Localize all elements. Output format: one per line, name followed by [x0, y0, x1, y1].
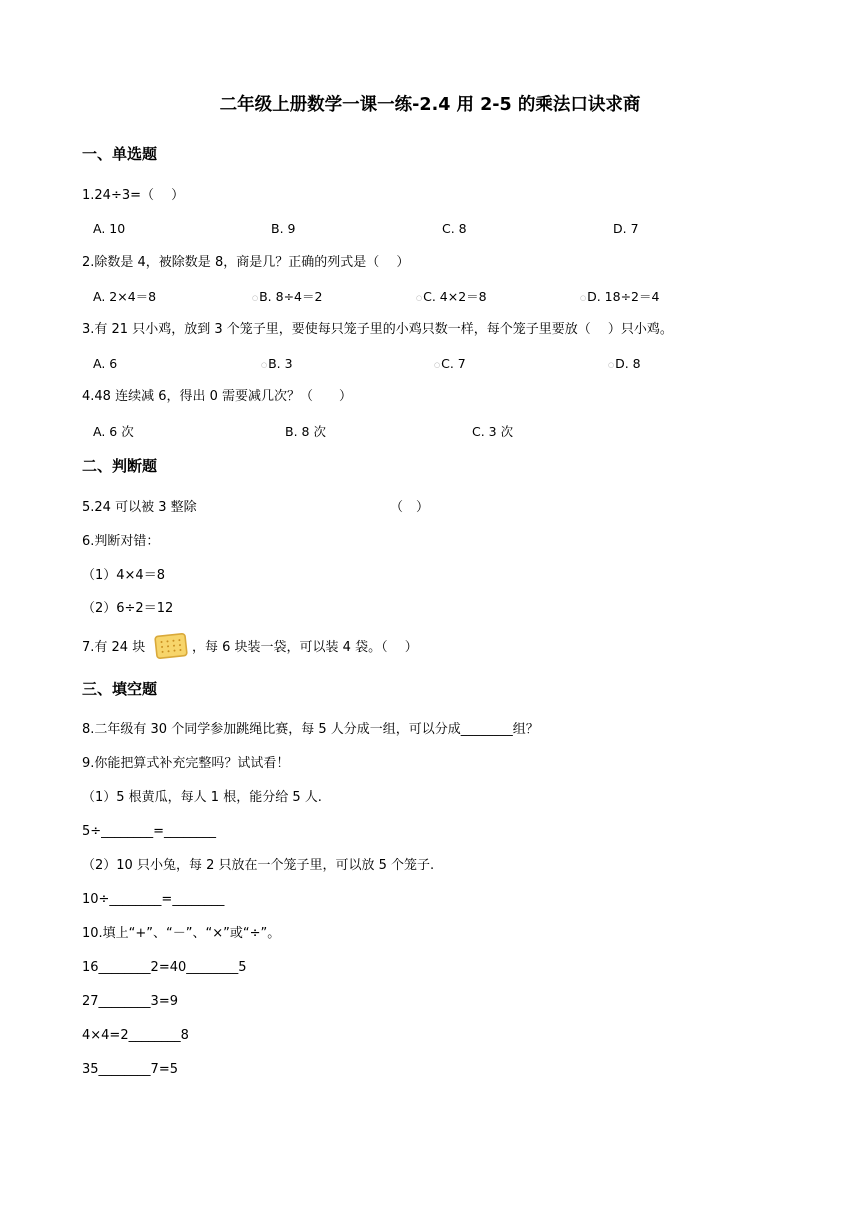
radio-dot-icon: ○ — [580, 293, 587, 302]
radio-dot-icon: ○ — [434, 360, 441, 369]
q4-option-c: C. 3 次 — [472, 424, 514, 439]
question-8-stem: 8.二年级有 30 个同学参加跳绳比赛，每 5 人分成一组，可以分成________组？ — [82, 722, 539, 737]
q2-option-a: A. 2×4＝8 — [93, 289, 157, 304]
question-2-stem: 2.除数是 4，被除数是 8，商是几？正确的列式是（ ） — [82, 255, 410, 270]
question-9-part-1: （1）5 根黄瓜，每人 1 根，能分给 5 人. — [82, 790, 322, 805]
question-10-line-1: 16________2=40________5 — [82, 960, 247, 975]
q1-option-c: C. 8 — [442, 221, 467, 236]
radio-dot-icon: ○ — [252, 293, 259, 302]
question-10-line-3: 4×4=2________8 — [82, 1028, 189, 1043]
question-1-stem: 1.24÷3=（ ） — [82, 188, 185, 203]
q3-option-c: ○C. 7 — [434, 356, 466, 371]
radio-dot-icon: ○ — [261, 360, 268, 369]
section-heading-multiple-choice: 一、单选题 — [82, 145, 158, 163]
q3-option-d: ○D. 8 — [608, 356, 641, 371]
section-heading-fill-blank: 三、填空题 — [82, 680, 158, 698]
question-10-line-2: 27________3=9 — [82, 994, 178, 1009]
question-7-suffix: ，每 6 块装一袋，可以装 4 袋。（ ） — [192, 640, 418, 655]
question-5-stem: 5.24 可以被 3 整除 — [82, 500, 197, 515]
radio-dot-icon: ○ — [608, 360, 615, 369]
q1-option-d: D. 7 — [613, 221, 639, 236]
page-title: 二年级上册数学一课一练-2.4 用 2-5 的乘法口诀求商 — [219, 95, 641, 115]
q2-option-d: ○D. 18÷2＝4 — [580, 289, 660, 304]
question-9-equation-1: 5÷________=________ — [82, 824, 217, 839]
question-7-prefix: 7.有 24 块 — [82, 640, 146, 655]
q4-option-b: B. 8 次 — [285, 424, 326, 439]
radio-dot-icon: ○ — [416, 293, 423, 302]
cracker-icon — [154, 632, 188, 660]
question-6-stem: 6.判断对错： — [82, 534, 160, 549]
q2-option-b: ○B. 8÷4＝2 — [252, 289, 323, 304]
question-10-stem: 10.填上“+”、“－”、“×”或“÷”。 — [82, 926, 281, 941]
question-9-part-2: （2）10 只小兔，每 2 只放在一个笼子里，可以放 5 个笼子. — [82, 858, 435, 873]
question-4-stem: 4.48 连续减 6，得出 0 需要减几次？（ ） — [82, 389, 353, 404]
question-5-answer-blank: （ ） — [390, 500, 430, 515]
question-9-equation-2: 10÷________=________ — [82, 892, 225, 907]
question-6-part-1: （1）4×4＝8 — [82, 568, 165, 583]
q1-option-a: A. 10 — [93, 221, 126, 236]
section-heading-true-false: 二、判断题 — [82, 457, 158, 475]
q2-option-c: ○C. 4×2＝8 — [416, 289, 487, 304]
q1-option-b: B. 9 — [271, 221, 296, 236]
question-9-stem: 9.你能把算式补充完整吗？试试看！ — [82, 756, 290, 771]
question-6-part-2: （2）6÷2＝12 — [82, 601, 174, 616]
q3-option-b: ○B. 3 — [261, 356, 293, 371]
question-3-stem: 3.有 21 只小鸡，放到 3 个笼子里，要使每只笼子里的小鸡只数一样，每个笼子里要放（ ）只小鸡。 — [82, 322, 673, 337]
q4-option-a: A. 6 次 — [93, 424, 134, 439]
question-10-line-4: 35________7=5 — [82, 1062, 178, 1077]
q3-option-a: A. 6 — [93, 356, 118, 371]
